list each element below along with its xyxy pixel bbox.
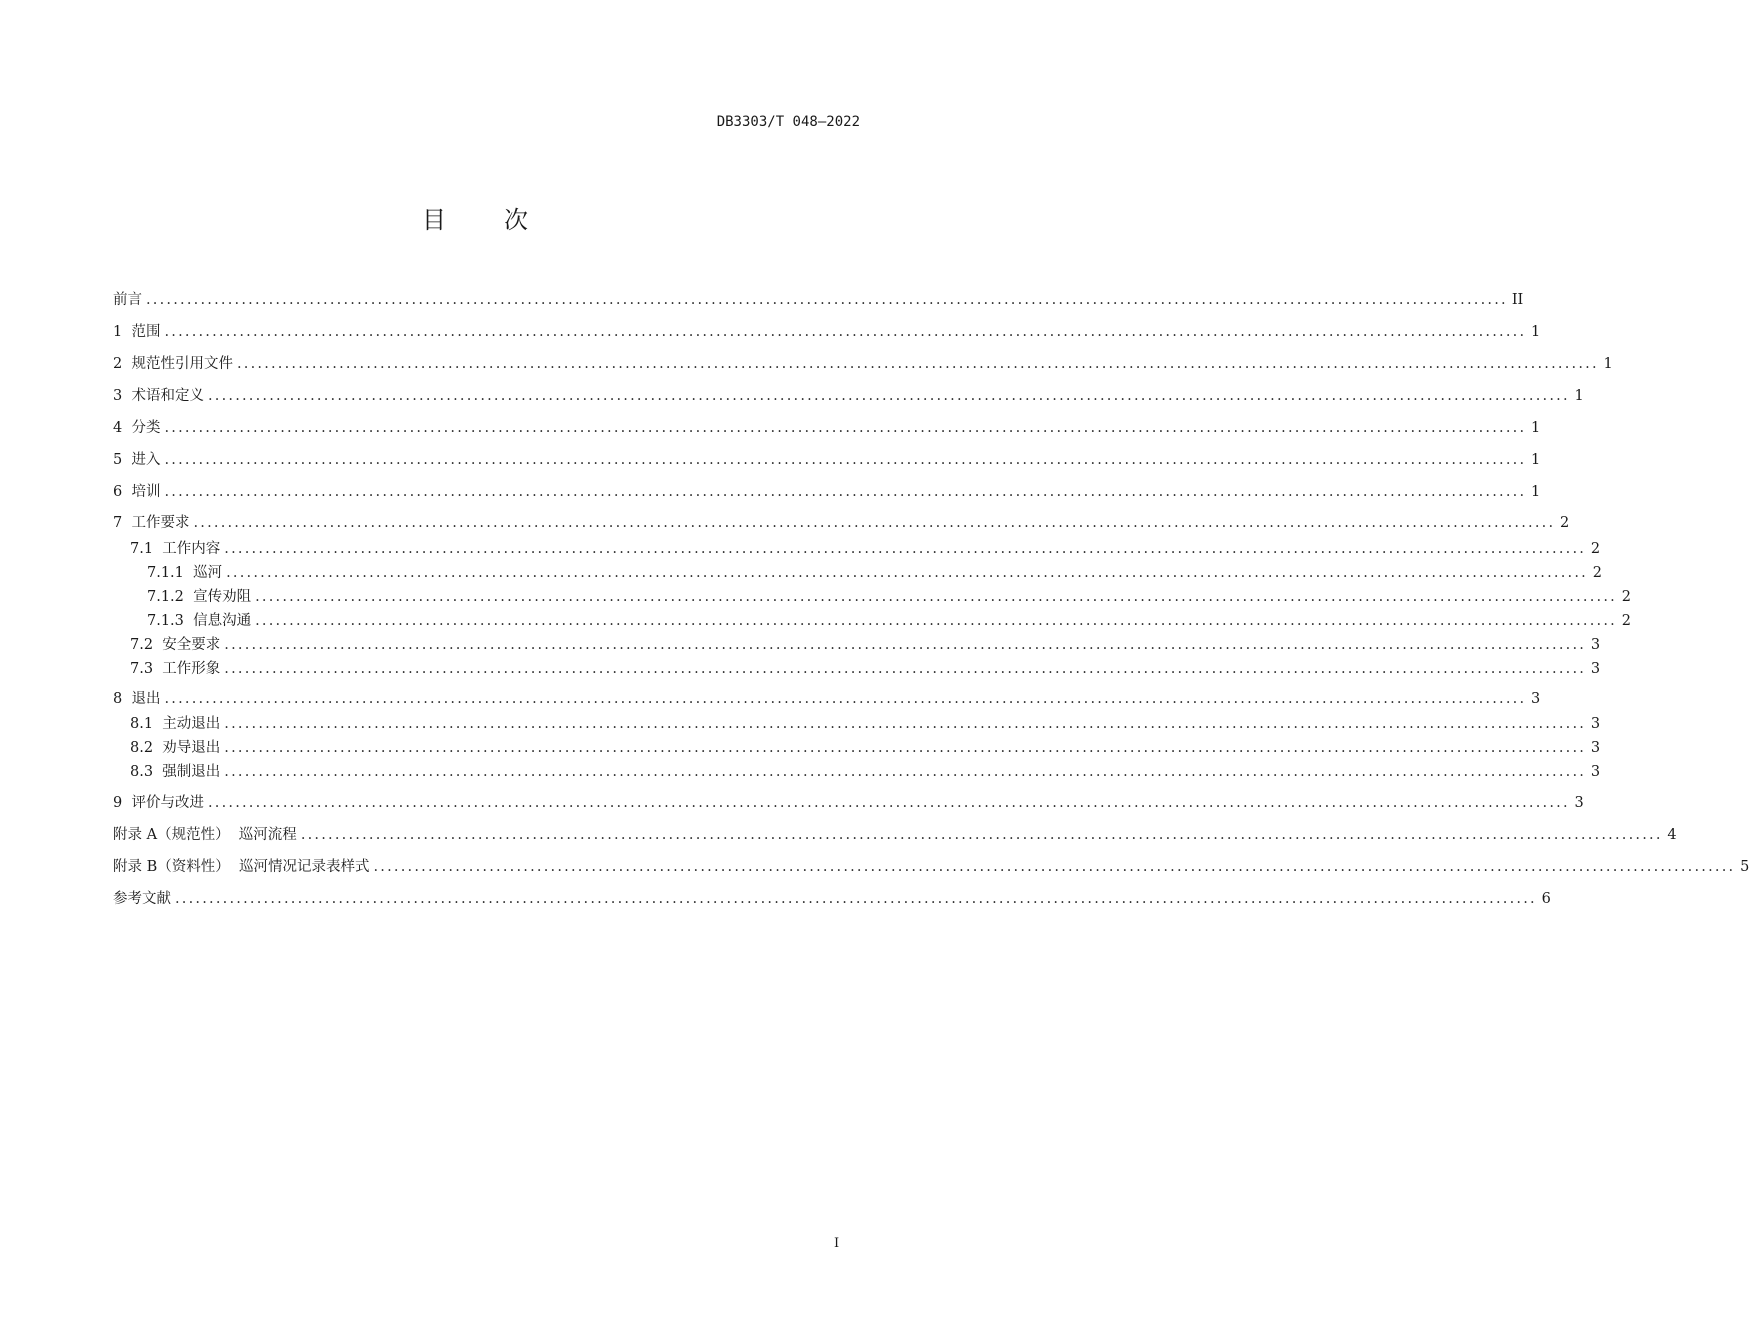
toc-entry[interactable] xyxy=(147,611,1631,631)
toc-entry-page: 3 xyxy=(1574,795,1584,811)
toc-entry-page: 6 xyxy=(1541,891,1551,907)
toc-entry-label: 8.2 劝导退出 xyxy=(130,740,221,756)
toc-entry-label: 7.2 安全要求 xyxy=(130,637,221,653)
toc-title-char-2: 次 xyxy=(504,206,528,234)
toc-entry-page: 2 xyxy=(1560,515,1570,531)
toc-entry[interactable] xyxy=(113,825,1677,845)
toc-entry-page: 3 xyxy=(1590,661,1601,677)
toc-leader-dots: ........................................................................................................................................................................................................ xyxy=(373,859,1736,875)
toc-entry-page: 2 xyxy=(1621,613,1631,629)
toc-entry[interactable] xyxy=(113,793,1584,813)
toc-entry-label: 7.1.3 信息沟通 xyxy=(147,613,252,629)
toc-entry-label: 参考文献 xyxy=(113,891,171,907)
toc-leader-dots: ........................................................................................................................................................................................................ xyxy=(146,292,1508,308)
toc-leader-dots: ........................................................................................................................................................................................................ xyxy=(226,565,1588,581)
toc-entry-page: 2 xyxy=(1592,565,1602,581)
toc-entry-label: 9 评价与改进 xyxy=(113,795,204,811)
toc-entry-page: 3 xyxy=(1590,740,1601,756)
toc-entry-label: 8 退出 xyxy=(113,691,161,707)
toc-entry-page: 1 xyxy=(1603,356,1613,372)
toc-entry[interactable] xyxy=(113,513,1570,533)
toc-leader-dots: ........................................................................................................................................................................................................ xyxy=(164,324,1527,340)
toc-entry-label: 7.1 工作内容 xyxy=(130,541,221,557)
toc-entry-label: 8.3 强制退出 xyxy=(130,764,221,780)
toc-entry-label: 附录 A（规范性） 巡河流程 xyxy=(113,827,297,843)
toc-entry[interactable] xyxy=(130,714,1601,734)
toc-entry[interactable] xyxy=(130,539,1601,559)
toc-leader-dots: ........................................................................................................................................................................................................ xyxy=(207,795,1570,811)
toc-entry[interactable] xyxy=(130,635,1601,655)
toc-entry[interactable] xyxy=(130,659,1601,679)
toc-leader-dots: ........................................................................................................................................................................................................ xyxy=(255,589,1617,605)
toc-entry[interactable] xyxy=(113,418,1541,438)
toc-entry-page: II xyxy=(1511,292,1524,308)
toc-entry-label: 1 范围 xyxy=(113,324,161,340)
toc-entry-label: 7 工作要求 xyxy=(113,515,190,531)
toc-entry-label: 8.1 主动退出 xyxy=(130,716,221,732)
toc-entry-label: 4 分类 xyxy=(113,420,161,436)
toc-entry[interactable] xyxy=(113,386,1584,406)
toc-leader-dots: ........................................................................................................................................................................................................ xyxy=(224,716,1587,732)
toc-entry[interactable] xyxy=(147,563,1602,583)
toc-entry-page: 5 xyxy=(1740,859,1749,875)
toc-entry-page: 3 xyxy=(1590,764,1601,780)
toc-entry-label: 前言 xyxy=(113,292,142,308)
toc-entry-label: 附录 B（资料性） 巡河情况记录表样式 xyxy=(113,859,370,875)
toc-entry[interactable] xyxy=(147,587,1631,607)
toc-entry-page: 1 xyxy=(1574,388,1584,404)
toc-leader-dots: ........................................................................................................................................................................................................ xyxy=(224,541,1587,557)
toc-entry[interactable] xyxy=(113,689,1541,709)
toc-leader-dots: ........................................................................................................................................................................................................ xyxy=(224,661,1587,677)
toc-leader-dots: ........................................................................................................................................................................................................ xyxy=(236,356,1599,372)
toc-entry-page: 1 xyxy=(1531,420,1541,436)
toc-leader-dots: ........................................................................................................................................................................................................ xyxy=(255,613,1617,629)
toc-entry-label: 7.1.2 宣传劝阻 xyxy=(147,589,252,605)
toc-leader-dots: ........................................................................................................................................................................................................ xyxy=(224,637,1587,653)
toc-leader-dots: ........................................................................................................................................................................................................ xyxy=(164,691,1527,707)
toc-entry-page: 3 xyxy=(1590,637,1601,653)
toc-title-char-1: 目 xyxy=(422,206,446,234)
toc-leader-dots: ........................................................................................................................................................................................................ xyxy=(207,388,1570,404)
toc-entry[interactable] xyxy=(113,482,1541,502)
toc-entry-label: 7.3 工作形象 xyxy=(130,661,221,677)
toc-entry-page: 2 xyxy=(1621,589,1631,605)
toc-entry-page: 3 xyxy=(1531,691,1541,707)
toc-entry[interactable] xyxy=(113,322,1541,342)
toc-entry-label: 2 规范性引用文件 xyxy=(113,356,233,372)
toc-entry[interactable] xyxy=(113,290,1524,310)
toc-entry-label: 6 培训 xyxy=(113,484,161,500)
toc-leader-dots: ........................................................................................................................................................................................................ xyxy=(224,764,1587,780)
toc-leader-dots: ........................................................................................................................................................................................................ xyxy=(224,740,1587,756)
toc-entry[interactable] xyxy=(113,450,1541,470)
toc-entry-label: 5 进入 xyxy=(113,452,161,468)
toc-leader-dots: ........................................................................................................................................................................................................ xyxy=(193,515,1556,531)
toc-entry-label: 3 术语和定义 xyxy=(113,388,204,404)
document-code: DB3303/T 048—2022 xyxy=(716,114,860,130)
toc-entry-page: 4 xyxy=(1667,827,1677,843)
toc-entry-page: 1 xyxy=(1531,324,1541,340)
toc-entry[interactable] xyxy=(113,354,1613,374)
page-number: I xyxy=(834,1236,840,1251)
toc-entry-page: 1 xyxy=(1531,452,1541,468)
toc-entry-page: 2 xyxy=(1590,541,1601,557)
toc-leader-dots: ........................................................................................................................................................................................................ xyxy=(164,452,1527,468)
toc-entry[interactable] xyxy=(130,762,1601,782)
toc-entry[interactable] xyxy=(130,738,1601,758)
toc-entry-label: 7.1.1 巡河 xyxy=(147,565,223,581)
toc-entry[interactable] xyxy=(113,857,1749,877)
toc-entry-page: 1 xyxy=(1531,484,1541,500)
toc-entry-page: 3 xyxy=(1590,716,1601,732)
toc-leader-dots: ........................................................................................................................................................................................................ xyxy=(164,420,1527,436)
toc-leader-dots: ........................................................................................................................................................................................................ xyxy=(300,827,1663,843)
toc-entry[interactable] xyxy=(113,889,1551,909)
toc-leader-dots: ........................................................................................................................................................................................................ xyxy=(175,891,1537,907)
toc-leader-dots: ........................................................................................................................................................................................................ xyxy=(164,484,1527,500)
